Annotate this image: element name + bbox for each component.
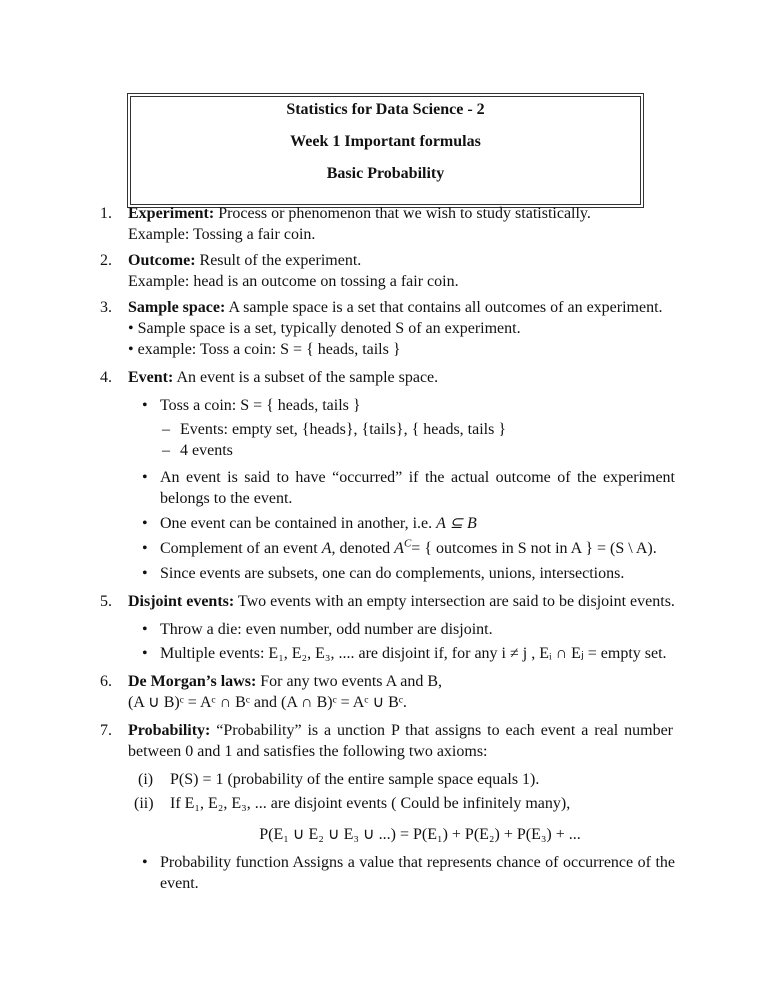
event-bullet: • An event is said to have “occurred” if the actual outcome of the experiment belongs to the event. xyxy=(142,469,675,507)
math-subset: A ⊆ B xyxy=(436,515,477,532)
axiom-text: If E₁, E₂, E₃, ... are disjoint events ( Could be infinitely many), xyxy=(170,795,571,812)
axiom-label: (i) xyxy=(138,771,154,788)
term: Probability: xyxy=(128,722,211,739)
item-event xyxy=(100,367,673,388)
bullet-text: Since events are subsets, one can do complements, unions, intersections. xyxy=(160,565,625,582)
event-bullet: • One event can be contained in another, i.e. A ⊆ B xyxy=(142,515,477,532)
event-bullet: • Since events are subsets, one can do complements, unions, intersections. xyxy=(142,565,625,582)
item-probability xyxy=(100,720,673,762)
item-number: 6. xyxy=(100,673,112,690)
bullet-text: One event can be contained in another, i.e. xyxy=(160,515,437,532)
formula: P(E₁ ∪ E₂ ∪ E₃ ∪ ...) = P(E₁) + P(E₂) + P(E₃) + ... xyxy=(259,826,581,843)
axiom-1 xyxy=(138,769,670,790)
item-number: 4. xyxy=(100,369,112,386)
event-bullet: • Complement of an event A, denoted $A^C=$ { outcomes in S not in A } = (S \ A). xyxy=(142,537,657,557)
bullet-text: Toss a coin: S = { heads, tails } xyxy=(160,397,361,414)
bullet-text: , denoted xyxy=(331,540,395,557)
math: A xyxy=(321,540,332,557)
item-number: 5. xyxy=(100,593,112,610)
bullet-text: An event is said to have “occurred” if the actual outcome of the experiment belongs to the event. xyxy=(160,469,675,507)
item-number: 2. xyxy=(100,252,112,269)
math: C xyxy=(403,537,412,550)
item-number: 3. xyxy=(100,299,112,316)
term: Experiment: xyxy=(128,205,215,222)
bullet: • Sample space is a set, typically denoted S of an experiment. xyxy=(128,320,521,337)
event-bullet: • Toss a coin: S = { heads, tails } xyxy=(142,397,361,414)
course-title: Statistics for Data Science - 2 xyxy=(286,101,485,118)
disjoint-bullet: • Throw a die: even number, odd number are disjoint. xyxy=(142,621,493,638)
disjoint-bullet: • Multiple events: E₁, E₂, E₃, .... are disjoint if, for any i ≠ j , Eᵢ ∩ Eⱼ = empty set. xyxy=(142,645,667,662)
week-title: Week 1 Important formulas xyxy=(290,133,481,150)
definition: Process or phenomenon that we wish to study statistically. xyxy=(214,205,591,222)
axiom-formula xyxy=(170,824,670,845)
probability-bullet: • Probability function Assigns a value that represents chance of occurrence of the event. xyxy=(142,854,675,892)
definition: Result of the experiment. xyxy=(195,252,362,269)
item-disjoint xyxy=(100,591,688,612)
title-box xyxy=(127,93,644,208)
event-dash: – 4 events xyxy=(162,442,233,459)
definition: Two events with an empty intersection are said to be disjoint events. xyxy=(234,593,675,610)
bullet-text: Multiple events: E₁, E₂, E₃, .... are disjoint if, for any i ≠ j , Eᵢ ∩ Eⱼ = empty set. xyxy=(160,645,667,662)
term: De Morgan’s laws: xyxy=(128,673,257,690)
event-dash: – Events: empty set, {heads}, {tails}, { heads, tails } xyxy=(162,421,507,438)
item-de-morgan xyxy=(100,671,673,713)
item-outcome xyxy=(100,250,673,292)
definition: For any two events A and B, xyxy=(256,673,443,690)
law: (A ∪ B)ᶜ = Aᶜ ∩ Bᶜ and (A ∩ B)ᶜ = Aᶜ ∪ Bᶜ. xyxy=(128,694,407,711)
axiom-label: (ii) xyxy=(134,795,154,812)
dash-text: Events: empty set, {heads}, {tails}, { heads, tails } xyxy=(180,421,507,438)
example: Example: head is an outcome on tossing a fair coin. xyxy=(128,273,459,290)
definition: “Probability” is a unction P that assigns to each event a real number between 0 and 1 and satisfies the following two axioms: xyxy=(128,722,673,760)
example: Example: Tossing a fair coin. xyxy=(128,226,316,243)
term: Outcome: xyxy=(128,252,196,269)
bullet-text: = { outcomes in S not in A } = (S \ A). xyxy=(411,540,657,557)
topic-title: Basic Probability xyxy=(326,165,445,182)
definition: A sample space is a set that contains all outcomes of an experiment. xyxy=(225,299,663,316)
term: Disjoint events: xyxy=(128,593,235,610)
axiom-2 xyxy=(134,793,670,814)
dash-text: 4 events xyxy=(180,442,233,459)
bullet: • example: Toss a coin: S = { heads, tails } xyxy=(128,341,401,358)
definition: An event is a subset of the sample space. xyxy=(173,369,439,386)
math: A xyxy=(394,540,404,557)
item-number: 7. xyxy=(100,722,112,739)
bullet-text: Probability function Assigns a value that represents chance of occurrence of the event. xyxy=(160,854,675,892)
item-sample-space xyxy=(100,297,688,360)
item-experiment xyxy=(100,203,673,245)
axiom-text: P(S) = 1 (probability of the entire sample space equals 1). xyxy=(170,771,540,788)
bullet-text: Complement of an event xyxy=(160,540,322,557)
item-number: 1. xyxy=(100,205,112,222)
term: Event: xyxy=(128,369,174,386)
bullet-text: Throw a die: even number, odd number are disjoint. xyxy=(160,621,493,638)
term: Sample space: xyxy=(128,299,226,316)
